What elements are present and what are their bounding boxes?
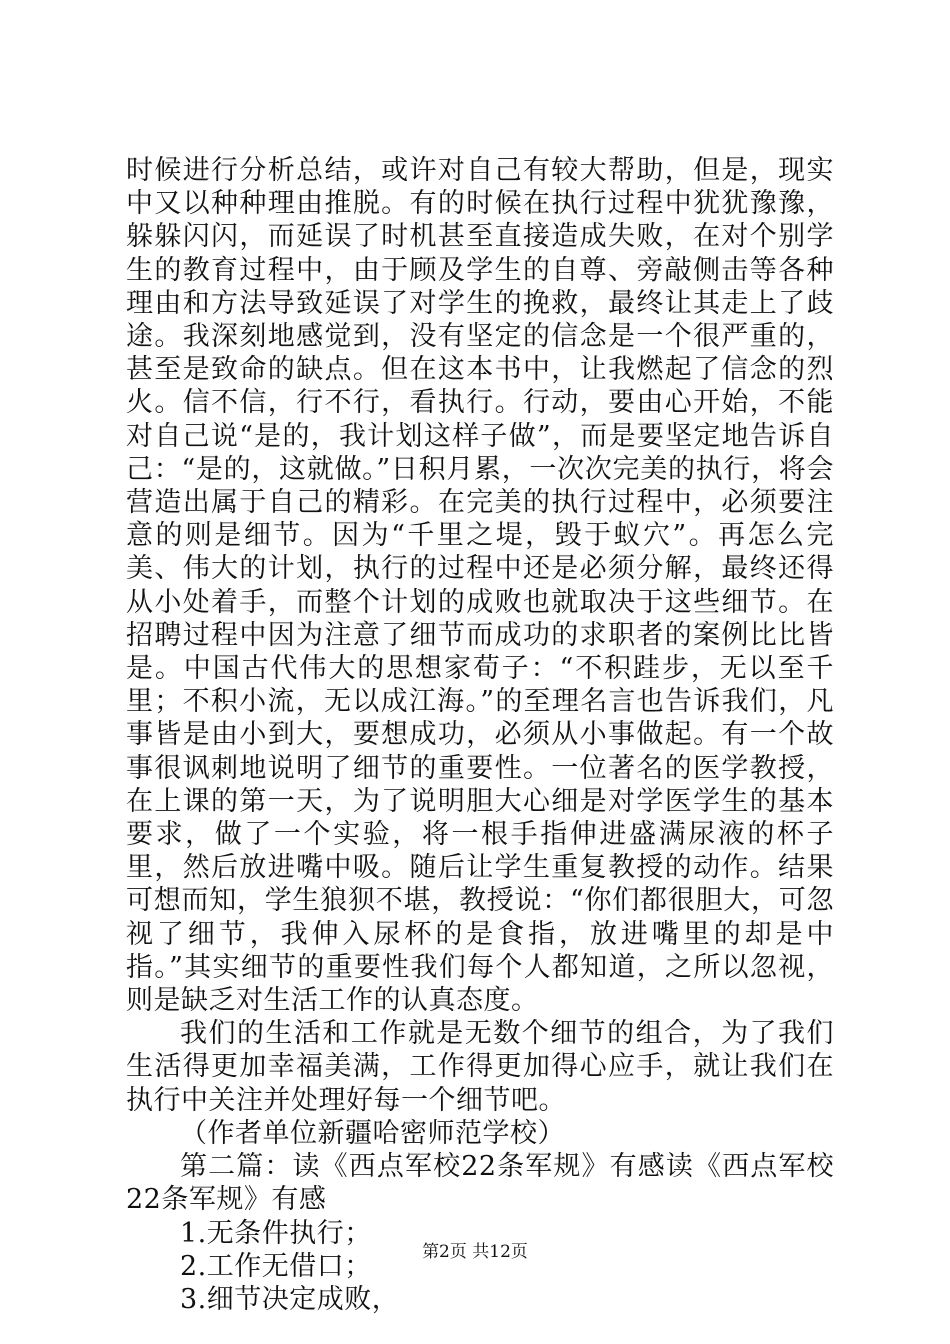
- list-item-3: 3.细节决定成败，: [180, 1283, 400, 1315]
- list-item-2: 2.工作无借口；: [180, 1250, 372, 1282]
- document-body: [126, 154, 834, 1316]
- list-item-1: 1.无条件执行；: [180, 1217, 372, 1249]
- author-unit: （作者单位新疆哈密师范学校）: [180, 1117, 565, 1149]
- paragraph-continued: 时候进行分析总结，或许对自己有较大帮助，但是，现实中又以种种理由推脱。有的时候在执行过程中犹犹豫豫，躲躲闪闪，而延误了时机甚至直接造成失败，在对个别学生的教育过程中，由于顾及学生的自尊、旁敲侧击等各种理由和方法导致延误了对学生的挽救，最终让其走上了歧途。我深刻地感觉到，没有坚定的信念是一个很严重的，甚至是致命的缺点。但在这本书中，让我燃起了信念的烈火。信不信，行不行，看执行。行动，要由心开始，不能对自己说“是的，我计划这样子做”，而是要坚定地告诉自己：“是的，这就做。”日积月累，一次次完美的执行，将会营造出属于自己的精彩。在完美的执行过程中，必须要注意的则是细节。因为“千里之堤，毁于蚁穴”。再怎么完美、伟大的计划，执行的过程中还是必须分解，最终还得从小处着手，而整个计划的成败也就取决于这些细节。在招聘过程中因为注意了细节而成功的求职者的案例比比皆是。中国古代伟大的思想家荀子：“不积跬步，无以至千里；不积小流，无以成江海。”的至理名言也告诉我们，凡事皆是由小到大，要想成功，必须从小事做起。有一个故事很讽刺地说明了细节的重要性。一位著名的医学教授，在上课的第一天，为了说明胆大心细是对学医学生的基本要求，做了一个实验，将一根手指伸进盛满尿液的杯子里，然后放进嘴中吸。随后让学生重复教授的动作。结果可想而知，学生狼狈不堪，教授说：“你们都很胆大，可忽视了细节，我伸入尿杯的是食指，放进嘴里的却是中指。”其实细节的重要性我们每个人都知道，之所以忽视，则是缺乏对生活工作的认真态度。: [126, 155, 834, 1017]
- paragraph-summary: 我们的生活和工作就是无数个细节的组合，为了我们生活得更加幸福美满，工作得更加得心应手，就让我们在执行中关注并处理好每一个细节吧。: [126, 1018, 834, 1116]
- section-title: 第二篇：读《西点军校22条军规》有感读《西点军校22条军规》有感: [126, 1151, 834, 1216]
- page-number-footer: 第2页 共12页: [422, 1242, 528, 1262]
